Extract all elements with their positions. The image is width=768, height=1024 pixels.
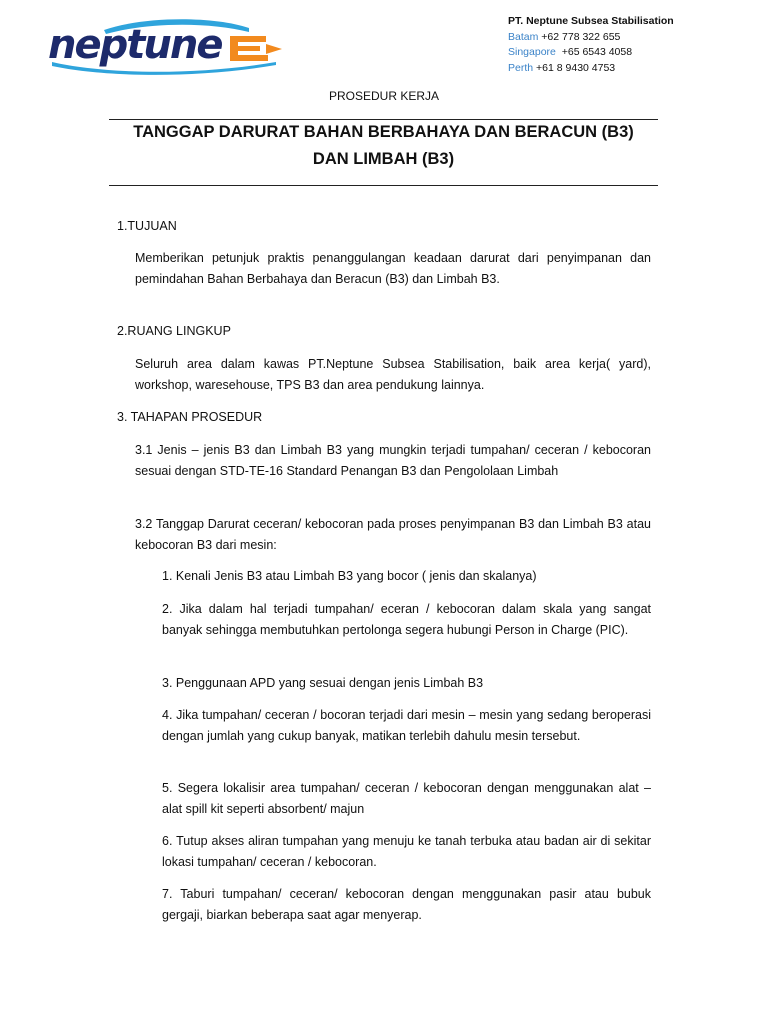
step-6: 6. Tutup akses aliran tumpahan yang menuju ke tanah terbuka atau badan air di sekitar lokasi tumpahan/ ceceran / kebocoran.: [162, 834, 651, 869]
title-rule-bottom: [109, 185, 658, 186]
para-3-2: 3.2 Tanggap Darurat ceceran/ kebocoran pada proses penyimpanan B3 dan Limbah B3 atau kebocoran B3 dari mesin:: [135, 517, 651, 552]
heading-tujuan: 1.TUJUAN: [117, 219, 177, 233]
company-info: [508, 14, 674, 76]
para-ruang-lingkup: Seluruh area dalam kawas PT.Neptune Subsea Stabilisation, baik area kerja( yard), workshop, waresehouse, TPS B3 dan area pendukung lainnya.: [135, 357, 651, 392]
neptune-logo: [44, 18, 288, 76]
step-2: 2. Jika dalam hal terjadi tumpahan/ eceran / kebocoran dalam skala yang sangat banyak sehingga membutuhkan pertolonga segera hubungi Person in Charge (PIC).: [162, 602, 651, 637]
document-title: TANGGAP DARURAT BAHAN BERBAHAYA DAN BERACUN (B3) DAN LIMBAH (B3): [133, 123, 634, 168]
office-singapore: Singapore +65 6543 4058: [508, 46, 633, 58]
para-3-1: 3.1 Jenis – jenis B3 dan Limbah B3 yang mungkin terjadi tumpahan/ ceceran / kebocoran sesuai dengan STD-TE-16 Standard Penangan B3 dan Pengololaan Limbah: [135, 443, 651, 478]
step-3: 3. Penggunaan APD yang sesuai dengan jenis Limbah B3: [162, 676, 484, 690]
step-1: 1. Kenali Jenis B3 atau Limbah B3 yang bocor ( jenis dan skalanya): [162, 569, 537, 583]
office-perth: Perth +61 8 9430 4753: [508, 61, 616, 74]
step-4: 4. Jika tumpahan/ ceceran / bocoran terjadi dari mesin – mesin yang sedang beroperasi dengan jumlah yang cukup banyak, matikan terlebih dahulu mesin tersebut.: [162, 708, 651, 743]
document-type: PROSEDUR KERJA: [328, 89, 440, 103]
step-7: 7. Taburi tumpahan/ ceceran/ kebocoran dengan menggunakan pasir atau bubuk gergaji, biarkan beberapa saat agar menyerap.: [162, 887, 651, 922]
heading-ruang-lingkup: 2.RUANG LINGKUP: [117, 324, 231, 338]
step-5: 5. Segera lokalisir area tumpahan/ ceceran / kebocoran dengan menggunakan alat – alat spill kit seperti absorbent/ majun: [162, 781, 651, 816]
heading-tahapan: 3. TAHAPAN PROSEDUR: [117, 410, 263, 424]
para-tujuan: Memberikan petunjuk praktis penanggulangan keadaan darurat dari penyimpanan dan pemindahan Bahan Berbahaya dan Beracun (B3) dan Limbah B3.: [135, 251, 651, 286]
office-batam: Batam +62 778 322 655: [508, 30, 621, 43]
svg-text:neptune: neptune: [48, 22, 222, 68]
company-name: PT. Neptune Subsea Stabilisation: [508, 15, 674, 27]
